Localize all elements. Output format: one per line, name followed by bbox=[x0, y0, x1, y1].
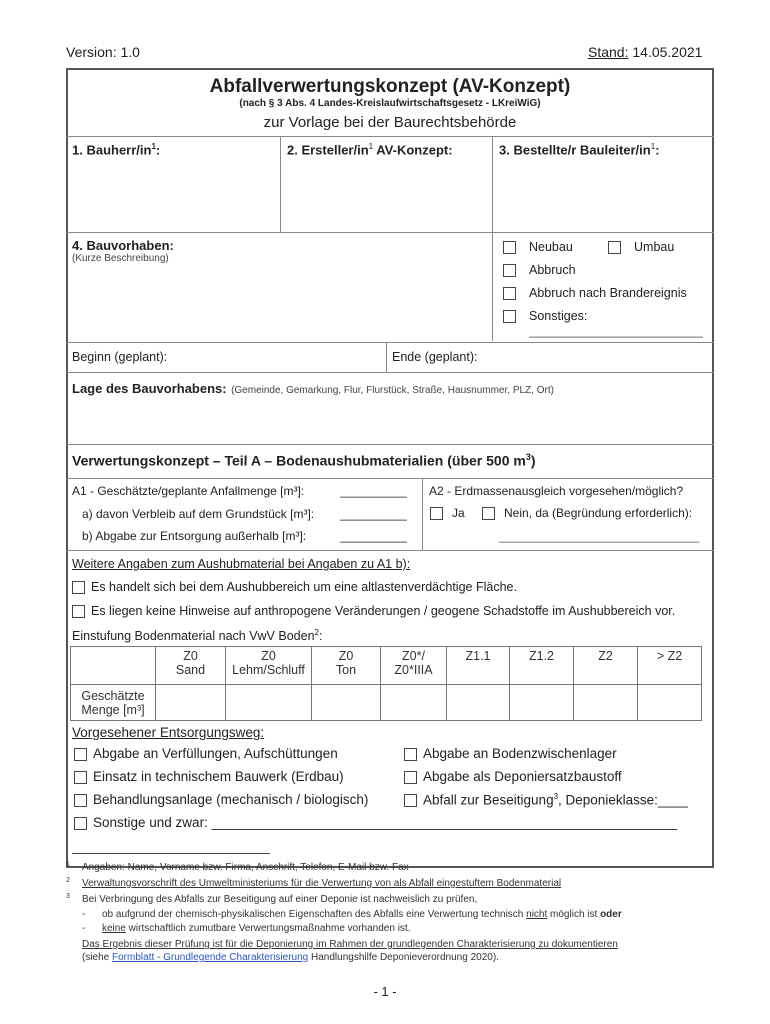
menge-input-cell[interactable] bbox=[381, 685, 447, 721]
lage-hint: (Gemeinde, Gemarkung, Flur, Flurstück, Straße, Hausnummer, PLZ, Ort) bbox=[231, 385, 554, 396]
divider bbox=[422, 478, 423, 550]
a1-input[interactable]: __________ bbox=[340, 484, 407, 498]
teil-a-title: Verwertungskonzept – Teil A – Bodenaushubmaterialien (über 500 $m^3$) bbox=[72, 452, 536, 469]
divider bbox=[280, 136, 281, 232]
table-header-cell: Z0 Sand bbox=[156, 647, 226, 685]
einstufung-table bbox=[70, 646, 702, 721]
form-subtitle: zur Vorlage bei der Baurechtsbehörde bbox=[263, 114, 517, 131]
keine-hinweise-checkbox[interactable] bbox=[72, 605, 85, 618]
a2-label: A2 - Erdmassenausgleich vorgesehen/möglich? bbox=[429, 484, 684, 498]
sonstiges-label: Sonstiges: bbox=[529, 309, 588, 323]
neubau-label: Neubau bbox=[529, 240, 573, 254]
divider bbox=[66, 478, 714, 479]
divider bbox=[492, 136, 493, 341]
einstufung-label: Einstufung Bodenmaterial nach VwV Boden$^2$: bbox=[72, 628, 323, 644]
a1-label: A1 - Geschätzte/geplante Anfallmenge [m³]: bbox=[72, 484, 305, 498]
divider bbox=[66, 136, 714, 137]
beginn-field[interactable]: Beginn (geplant): bbox=[72, 350, 168, 364]
menge-input-cell[interactable] bbox=[638, 685, 702, 721]
zwischenlager-checkbox[interactable] bbox=[404, 748, 417, 761]
erdbau-checkbox[interactable] bbox=[74, 771, 87, 784]
bauvorhaben-description-field[interactable] bbox=[72, 270, 472, 336]
stand-label: Stand: bbox=[588, 44, 629, 60]
divider bbox=[66, 372, 714, 373]
sonstiges-input[interactable]: _________________________ bbox=[529, 324, 703, 338]
brand-label: Abbruch nach Brandereignis bbox=[529, 286, 687, 300]
footnote-1: Angaben: Name, Vorname bzw. Firma, Anschrift, Telefon, E-Mail bzw. Fax bbox=[82, 862, 409, 873]
footnote-number: 2 bbox=[66, 877, 70, 884]
erdbau-label: Einsatz in technischem Bauwerk (Erdbau) bbox=[93, 769, 344, 784]
bauvorhaben-title: 4. Bauvorhaben: bbox=[72, 238, 174, 253]
bauleiter-field[interactable]: 3. Bestellte/r Bauleiter/$in^1$: bbox=[499, 142, 660, 158]
table-header-cell: Z2 bbox=[574, 647, 638, 685]
abbruch-label: Abbruch bbox=[529, 263, 576, 277]
footnote-separator bbox=[72, 853, 270, 854]
footnote-3-reference: (siehe Formblatt - Grundlegende Charakterisierung Handlungshilfe Deponieverordnung 2020). bbox=[82, 952, 499, 963]
a1b-input[interactable]: __________ bbox=[340, 529, 407, 543]
deponieersatz-checkbox[interactable] bbox=[404, 771, 417, 784]
table-header-cell: Z0*/ Z0*IIIA bbox=[381, 647, 447, 685]
footnote-number: 3 bbox=[66, 893, 70, 900]
ersteller-field[interactable]: 2. Ersteller/$in^1$ AV-Konzept: bbox=[287, 142, 453, 158]
footnote-3: Bei Verbringung des Abfalls zur Beseitigung auf einer Deponie ist nachweislich zu prüfen, bbox=[82, 894, 478, 905]
lage-field[interactable] bbox=[72, 380, 554, 398]
footnote-3-item-a: - ob aufgrund der chemisch-physikalischen Eigenschaften des Abfalls eine Verwertung technisch nicht möglich ist oder bbox=[82, 909, 622, 920]
menge-input-cell[interactable] bbox=[312, 685, 381, 721]
altlast-checkbox[interactable] bbox=[72, 581, 85, 594]
umbau-checkbox[interactable] bbox=[608, 241, 621, 254]
verfuellung-checkbox[interactable] bbox=[74, 748, 87, 761]
date-line bbox=[588, 44, 702, 60]
divider bbox=[66, 342, 714, 343]
table-corner-cell bbox=[71, 647, 156, 685]
altlast-label: Es handelt sich bei dem Aushubbereich um eine altlastenverdächtige Fläche. bbox=[91, 580, 517, 594]
a2-reason-input[interactable]: ______________________________ bbox=[499, 529, 700, 543]
keine-hinweise-label: Es liegen keine Hinweise auf anthropogene Veränderungen / geogene Schadstoffe im Aushubbereich vor. bbox=[91, 604, 676, 618]
table-row bbox=[71, 685, 702, 721]
menge-input-cell[interactable] bbox=[447, 685, 510, 721]
divider bbox=[66, 444, 714, 445]
a2-nein-checkbox[interactable] bbox=[482, 507, 495, 520]
table-row-label: Geschätzte Menge [m³] bbox=[71, 685, 156, 721]
footnote-3-item-b: - keine wirtschaftlich zumutbare Verwertungsmaßnahme vorhanden ist. bbox=[82, 923, 411, 934]
formblatt-link[interactable]: Formblatt - Grundlegende Charakterisierung bbox=[112, 952, 309, 963]
table-header-cell: > Z2 bbox=[638, 647, 702, 685]
footnote-number: 1 bbox=[66, 861, 70, 868]
a2-ja-label: Ja bbox=[452, 506, 465, 520]
footnote-2-link[interactable]: Verwaltungsvorschrift des Umweltministeriums für die Verwertung von als Abfall eingestuftem Bodenmaterial bbox=[82, 878, 562, 889]
menge-input-cell[interactable] bbox=[574, 685, 638, 721]
page-number: - 1 - bbox=[373, 984, 397, 999]
beseitigung-checkbox[interactable] bbox=[404, 794, 417, 807]
sonstige-label[interactable]: Sonstige und zwar: ______________________________________________________________ bbox=[93, 815, 678, 830]
table-header-cell: Z0 Ton bbox=[312, 647, 381, 685]
neubau-checkbox[interactable] bbox=[503, 241, 516, 254]
a1b-label: b) Abgabe zur Entsorgung außerhalb [m³]: bbox=[82, 529, 307, 543]
bauherr-field[interactable]: 1. Bauherr/$in^1$: bbox=[72, 142, 161, 158]
zwischenlager-label: Abgabe an Bodenzwischenlager bbox=[423, 746, 617, 761]
table-header-cell: Z0 Lehm/Schluff bbox=[226, 647, 312, 685]
form-law-reference: (nach § 3 Abs. 4 Landes-Kreislaufwirtschaftsgesetz - LKreiWiG) bbox=[239, 98, 541, 109]
table-header-cell: Z1.2 bbox=[510, 647, 574, 685]
menge-input-cell[interactable] bbox=[510, 685, 574, 721]
a2-nein-label: Nein, da (Begründung erforderlich): bbox=[504, 506, 693, 520]
version-label: Version: 1.0 bbox=[66, 44, 140, 60]
divider bbox=[66, 550, 714, 551]
lage-title: Lage des Bauvorhabens: bbox=[72, 381, 227, 396]
stand-date: 14.05.2021 bbox=[632, 44, 703, 60]
divider bbox=[386, 342, 387, 372]
deponieersatz-label: Abgabe als Deponiersatzbaustoff bbox=[423, 769, 622, 784]
umbau-label: Umbau bbox=[634, 240, 675, 254]
sonstiges-checkbox[interactable] bbox=[503, 310, 516, 323]
beseitigung-label[interactable]: Abfall zur Beseitigung$^3$, Deponieklasse:____ bbox=[423, 792, 688, 808]
brand-checkbox[interactable] bbox=[503, 287, 516, 300]
menge-input-cell[interactable] bbox=[156, 685, 226, 721]
verfuellung-label: Abgabe an Verfüllungen, Aufschüttungen bbox=[93, 746, 338, 761]
abbruch-checkbox[interactable] bbox=[503, 264, 516, 277]
a2-ja-checkbox[interactable] bbox=[430, 507, 443, 520]
entsorgung-title: Vorgesehener Entsorgungsweg: bbox=[72, 725, 265, 740]
bauvorhaben-hint: (Kurze Beschreibung) bbox=[72, 253, 169, 264]
table-header-cell: Z1.1 bbox=[447, 647, 510, 685]
footnote-3-result: Das Ergebnis dieser Prüfung ist für die Deponierung im Rahmen der grundlegenden Charakterisierung zu dokumentieren bbox=[82, 939, 618, 950]
menge-input-cell[interactable] bbox=[226, 685, 312, 721]
divider bbox=[66, 232, 714, 233]
a1a-label: a) davon Verbleib auf dem Grundstück [m³]: bbox=[82, 507, 315, 521]
behandlung-label: Behandlungsanlage (mechanisch / biologisch) bbox=[93, 792, 369, 807]
weitere-title: Weitere Angaben zum Aushubmaterial bei Angaben zu A1 b): bbox=[72, 557, 411, 571]
behandlung-checkbox[interactable] bbox=[74, 794, 87, 807]
form-title: Abfallverwertungskonzept (AV-Konzept) bbox=[209, 76, 571, 97]
a1a-input[interactable]: __________ bbox=[340, 507, 407, 521]
table-header-row bbox=[71, 647, 702, 685]
ende-field[interactable]: Ende (geplant): bbox=[392, 350, 478, 364]
sonstige-checkbox[interactable] bbox=[74, 817, 87, 830]
